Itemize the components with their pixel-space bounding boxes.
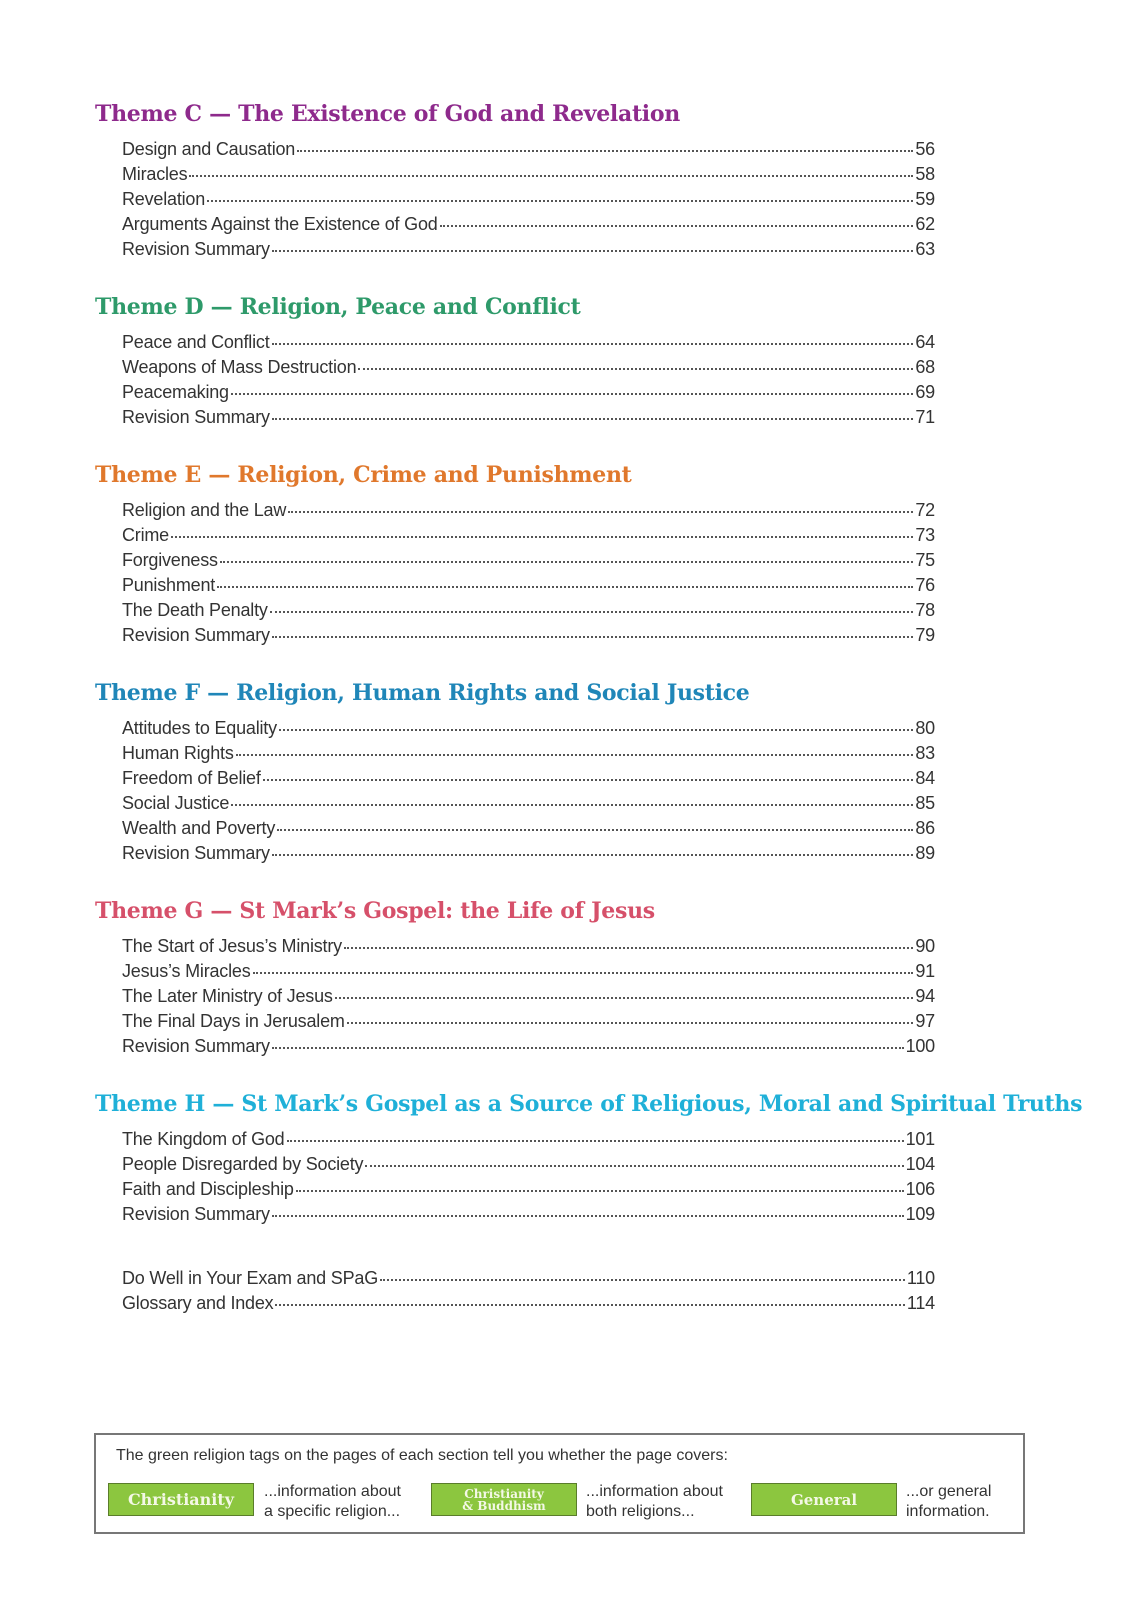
toc-entry[interactable] [122, 1204, 935, 1229]
page-number: 56 [915, 139, 935, 159]
entry-title: The Later Ministry of Jesus [122, 986, 333, 1006]
toc-entry[interactable] [122, 961, 935, 986]
general-tag [751, 1483, 897, 1516]
toc-entries [122, 1129, 935, 1229]
toc-entry[interactable] [122, 1011, 935, 1036]
toc-entry[interactable] [122, 139, 935, 164]
entry-title: Crime [122, 525, 169, 545]
key-intro-text: The green religion tags on the pages of each section tell you whether the page covers: [116, 1447, 728, 1464]
toc-entries [122, 1268, 935, 1318]
entry-title: Miracles [122, 164, 188, 184]
page-number: 80 [915, 718, 935, 738]
dot-leader [296, 1190, 904, 1192]
dot-leader [189, 175, 913, 177]
dot-leader [440, 225, 914, 227]
theme-title: Theme D — Religion, Peace and Conflict [95, 294, 581, 320]
toc-entry[interactable] [122, 986, 935, 1011]
page-number: 59 [915, 189, 935, 209]
theme-e-section [95, 462, 1105, 650]
page-number: 72 [915, 500, 935, 520]
page-number: 69 [915, 382, 935, 402]
page-number: 90 [915, 936, 935, 956]
toc-entry[interactable] [122, 743, 935, 768]
page-number: 110 [906, 1268, 935, 1288]
tag-description-line: ...or general [906, 1483, 992, 1500]
entry-title: Revision Summary [122, 1036, 270, 1056]
page-number: 62 [915, 214, 935, 234]
tag-description [906, 1482, 991, 1522]
theme-f-section [95, 680, 1105, 868]
dot-leader [277, 829, 913, 831]
page-number: 85 [915, 793, 935, 813]
page-number: 114 [906, 1293, 935, 1313]
dot-leader [380, 1279, 905, 1281]
tag-description-line: ...information about [264, 1483, 401, 1500]
tag-label: & Buddhism [462, 1498, 546, 1513]
page-number: 64 [915, 332, 935, 352]
entry-title: Peace and Conflict [122, 332, 270, 352]
entry-title: Revision Summary [122, 407, 270, 427]
entry-title: Wealth and Poverty [122, 818, 276, 838]
tag-label: Christianity [464, 1486, 544, 1501]
toc-entry[interactable] [122, 500, 935, 525]
page-number: 86 [915, 818, 935, 838]
toc-entry[interactable] [122, 1179, 935, 1204]
toc-entry[interactable] [122, 407, 935, 432]
dot-leader [272, 636, 914, 638]
extras-section [95, 1268, 1105, 1318]
entry-title: The Final Days in Jerusalem [122, 1011, 345, 1031]
entry-title: Faith and Discipleship [122, 1179, 294, 1199]
entry-title: The Start of Jesus’s Ministry [122, 936, 342, 956]
toc-entries [122, 139, 935, 264]
toc-entry[interactable] [122, 525, 935, 550]
page-number: 109 [905, 1204, 935, 1224]
theme-title: Theme H — St Mark’s Gospel as a Source of Religious, Moral and Spiritual Truths [95, 1091, 1083, 1117]
tag-description-line: ...information about [586, 1483, 723, 1500]
toc-entries [122, 332, 935, 432]
page-number: 68 [915, 357, 935, 377]
dot-leader [275, 1304, 904, 1306]
entry-title: Revision Summary [122, 1204, 270, 1224]
entry-title: Revision Summary [122, 239, 270, 259]
christianity-buddhism-tag [431, 1483, 577, 1516]
dot-leader [263, 779, 914, 781]
page-number: 58 [915, 164, 935, 184]
page-number: 89 [915, 843, 935, 863]
dot-leader [236, 754, 914, 756]
toc-entry[interactable] [122, 575, 935, 600]
entry-title: Forgiveness [122, 550, 218, 570]
dot-leader [272, 1215, 904, 1217]
entry-title: Human Rights [122, 743, 234, 763]
tag-label: Christianity [127, 1489, 235, 1509]
entry-title: The Death Penalty [122, 600, 268, 620]
entry-title: Social Justice [122, 793, 230, 813]
dot-leader [344, 947, 913, 949]
tag-label: General [790, 1490, 858, 1509]
dot-leader [365, 1165, 903, 1167]
toc-entry[interactable] [122, 1154, 935, 1179]
tag-description-line: a specific religion... [264, 1503, 401, 1520]
page-number: 71 [915, 407, 935, 427]
page-number: 79 [915, 625, 935, 645]
page-number: 91 [915, 961, 935, 981]
dot-leader [272, 250, 914, 252]
page-number: 63 [915, 239, 935, 259]
tag-description-line: both religions... [586, 1503, 695, 1520]
tag-description [264, 1482, 401, 1522]
dot-leader [272, 343, 914, 345]
theme-title: Theme G — St Mark’s Gospel: the Life of Jesus [95, 898, 655, 924]
dot-leader [288, 511, 913, 513]
entry-title: Glossary and Index [122, 1293, 274, 1313]
dot-leader [287, 1140, 904, 1142]
dot-leader [347, 1022, 914, 1024]
toc-entry[interactable] [122, 793, 935, 818]
tag-description [586, 1482, 723, 1522]
entry-title: Freedom of Belief [122, 768, 261, 788]
dot-leader [171, 536, 913, 538]
dot-leader [272, 854, 914, 856]
theme-title: Theme C — The Existence of God and Revelation [95, 101, 680, 127]
dot-leader [207, 200, 913, 202]
page-number: 100 [905, 1036, 935, 1056]
entry-title: Peacemaking [122, 382, 229, 402]
toc-entry[interactable] [122, 382, 935, 407]
dot-leader [217, 586, 913, 588]
toc-entry[interactable] [122, 550, 935, 575]
theme-title: Theme E — Religion, Crime and Punishment [95, 462, 632, 488]
tag-description-line: information. [906, 1503, 990, 1520]
toc-entry[interactable] [122, 600, 935, 625]
toc-entry[interactable] [122, 1293, 935, 1318]
entry-title: Weapons of Mass Destruction [122, 357, 357, 377]
toc-entries [122, 718, 935, 868]
entry-title: Attitudes to Equality [122, 718, 277, 738]
christianity-tag [108, 1483, 254, 1516]
toc-entry[interactable] [122, 1268, 935, 1293]
page-number: 97 [915, 1011, 935, 1031]
entry-title: Jesus’s Miracles [122, 961, 251, 981]
entry-title: Revision Summary [122, 843, 270, 863]
toc-entry[interactable] [122, 214, 935, 239]
toc-entries [122, 936, 935, 1061]
entry-title: Revision Summary [122, 625, 270, 645]
entry-title: Revelation [122, 189, 206, 209]
theme-g-section [95, 898, 1105, 1061]
toc-entries [122, 500, 935, 650]
dot-leader [231, 393, 914, 395]
dot-leader [335, 997, 914, 999]
theme-h-section [95, 1091, 1105, 1229]
page-number: 73 [915, 525, 935, 545]
toc-entry[interactable] [122, 1129, 935, 1154]
page-number: 83 [915, 743, 935, 763]
toc-entry[interactable] [122, 768, 935, 793]
toc-entry[interactable] [122, 239, 935, 264]
dot-leader [272, 418, 914, 420]
dot-leader [270, 611, 914, 613]
theme-title: Theme F — Religion, Human Rights and Social Justice [95, 680, 750, 706]
page-number: 78 [915, 600, 935, 620]
entry-title: Punishment [122, 575, 216, 595]
religion-tags-key [94, 1433, 1025, 1534]
page-number: 106 [905, 1179, 935, 1199]
page-number: 94 [915, 986, 935, 1006]
entry-title: Design and Causation [122, 139, 296, 159]
entry-title: Religion and the Law [122, 500, 287, 520]
dot-leader [358, 368, 913, 370]
theme-d-section [95, 294, 1105, 432]
toc-entry[interactable] [122, 332, 935, 357]
page-number: 84 [915, 768, 935, 788]
toc-entry[interactable] [122, 718, 935, 743]
toc-entry[interactable] [122, 936, 935, 961]
dot-leader [220, 561, 914, 563]
page-number: 104 [905, 1154, 935, 1174]
theme-c-section [95, 101, 1105, 264]
toc-entry[interactable] [122, 818, 935, 843]
page-number: 101 [905, 1129, 935, 1149]
toc-entry[interactable] [122, 843, 935, 868]
entry-title: Arguments Against the Existence of God [122, 214, 438, 234]
toc-entry[interactable] [122, 1036, 935, 1061]
dot-leader [279, 729, 913, 731]
toc-entry[interactable] [122, 189, 935, 214]
entry-title: People Disregarded by Society [122, 1154, 364, 1174]
toc-entry[interactable] [122, 164, 935, 189]
toc-entry[interactable] [122, 625, 935, 650]
page-number: 76 [915, 575, 935, 595]
dot-leader [297, 150, 913, 152]
page-number: 75 [915, 550, 935, 570]
dot-leader [253, 972, 914, 974]
dot-leader [231, 804, 913, 806]
dot-leader [272, 1047, 904, 1049]
toc-entry[interactable] [122, 357, 935, 382]
entry-title: Do Well in Your Exam and SPaG [122, 1268, 379, 1288]
entry-title: The Kingdom of God [122, 1129, 285, 1149]
